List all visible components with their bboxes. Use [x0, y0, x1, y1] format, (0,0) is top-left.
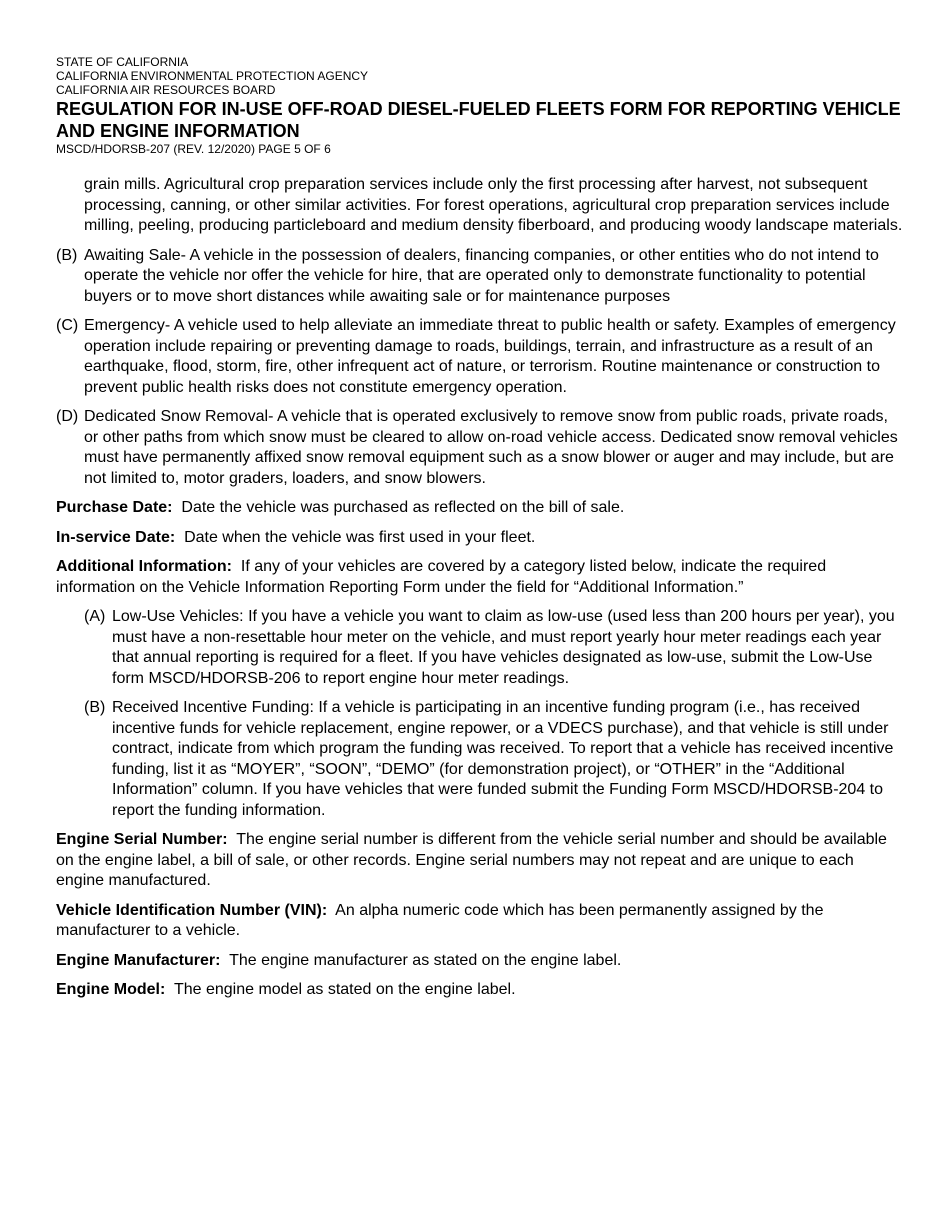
document-page: [56, 55, 906, 1010]
in-service-date-definition: [56, 528, 906, 549]
engine-serial-number-definition: [56, 830, 906, 892]
additional-information-definition: [56, 557, 906, 598]
exemption-label: (D): [56, 408, 79, 425]
header-agency: CALIFORNIA ENVIRONMENTAL PROTECTION AGENCY: [56, 69, 369, 83]
additional-item-label: (A): [84, 608, 106, 625]
additional-item-text: Received Incentive Funding: If a vehicle is participating in an incentive funding program (i.e., has received incentive funds for vehicle replacement, engine repower, or a VDECS purchase), and that vehicle is still under contract, indicate from which program the funding was received. To report that a vehicle has received incentive funding, list it as “MOYER”, “SOON”, “DEMO” (for demonstration project), or “OTHER” in the “Additional Information” column. If you have vehicles that were funded submit the Funding Form MSCD/HDORSB-204 to report the funding information.: [112, 699, 894, 819]
form-revision: MSCD/HDORSB-207 (REV. 12/2020) PAGE 5 OF 6: [56, 142, 331, 156]
engine-serial-number-term: Engine Serial Number:: [56, 831, 228, 848]
additional-item-text: Low-Use Vehicles: If you have a vehicle you want to claim as low-use (used less than 200 hours per year), you must have a non-resettable hour meter on the vehicle, and must report yearly hour meter readings each year that annual reporting is required for a fleet. If you have vehicles designated as low-use, submit the Low-Use form MSCD/HDORSB-206 to report engine hour meter readings.: [112, 608, 895, 687]
additional-information-text: If any of your vehicles are covered by a category listed below, indicate the required information on the Vehicle Information Reporting Form under the field for “Additional Information.”: [56, 558, 827, 596]
form-title: REGULATION FOR IN-USE OFF-ROAD DIESEL-FUELED FLEETS FORM FOR REPORTING VEHICLE AND ENGINE INFORMATION: [56, 99, 901, 141]
header-board: CALIFORNIA AIR RESOURCES BOARD: [56, 83, 276, 97]
engine-model-definition: [56, 980, 906, 1001]
exemption-label: (C): [56, 317, 79, 334]
continued-paragraph: grain mills. Agricultural crop preparation services include only the first processing after harvest, not subsequent processing, canning, or other similar activities. For forest operations, agricultural crop preparation services include milling, peeling, producing particleboard and medium density fiberboard, and producing woody landscape materials.: [84, 176, 903, 234]
exemption-item: [56, 246, 906, 308]
additional-item-label: (B): [84, 699, 106, 716]
exemption-label: (B): [56, 246, 78, 264]
engine-manufacturer-term: Engine Manufacturer:: [56, 951, 221, 969]
purchase-date-term: Purchase Date:: [56, 499, 173, 516]
vin-text: An alpha numeric code which has been permanently assigned by the manufacturer to a vehicle.: [56, 901, 824, 939]
exemption-item: [56, 407, 906, 489]
vin-term: Vehicle Identification Number (VIN):: [56, 901, 328, 919]
exemption-text: Dedicated Snow Removal- A vehicle that is operated exclusively to remove snow from public roads, private roads, or other paths from which snow must be cleared to allow on-road vehicle access. Dedicated snow removal vehicles must have permanently affixed snow removal equipment such as a snow blower or auger and may include, but are not limited to, motor graders, loaders, and snow blowers.: [84, 408, 898, 487]
additional-item: [84, 698, 906, 821]
exemption-item: [56, 316, 906, 398]
exemption-text: Emergency- A vehicle used to help alleviate an immediate threat to public health or safety. Examples of emergency operation include repairing or preventing damage to roads, buildings, terrain, and infrastructure as a result of an earthquake, flood, storm, fire, other infrequent act of nature, or terrorism. Routine maintenance or construction to prevent public health risks does not constitute emergency operation.: [84, 317, 896, 396]
engine-serial-number-text: The engine serial number is different from the vehicle serial number and should be available on the engine label, a bill of sale, or other records. Engine serial numbers may not repeat and are unique to each engine manufactured.: [56, 831, 887, 889]
document-body: [56, 175, 906, 1001]
engine-manufacturer-text: The engine manufacturer as stated on the engine label.: [229, 951, 622, 969]
exemption-text: Awaiting Sale- A vehicle in the possession of dealers, financing companies, or other entities who do not intend to operate the vehicle nor offer the vehicle for hire, that are operated only to demonstrate functionality to potential buyers or to move short distances while awaiting sale or for maintenance purposes: [84, 246, 879, 305]
additional-information-list: [56, 607, 906, 821]
additional-item: [84, 607, 906, 689]
in-service-date-text: Date when the vehicle was first used in your fleet.: [184, 528, 536, 546]
engine-manufacturer-definition: [56, 951, 906, 972]
header-state: STATE OF CALIFORNIA: [56, 55, 189, 69]
document-header: [56, 55, 906, 156]
purchase-date-definition: [56, 498, 906, 519]
vin-definition: [56, 901, 906, 942]
engine-model-term: Engine Model:: [56, 981, 166, 998]
additional-information-term: Additional Information:: [56, 558, 232, 575]
purchase-date-text: Date the vehicle was purchased as reflected on the bill of sale.: [181, 499, 625, 516]
in-service-date-term: In-service Date:: [56, 528, 176, 546]
engine-model-text: The engine model as stated on the engine label.: [173, 981, 516, 998]
